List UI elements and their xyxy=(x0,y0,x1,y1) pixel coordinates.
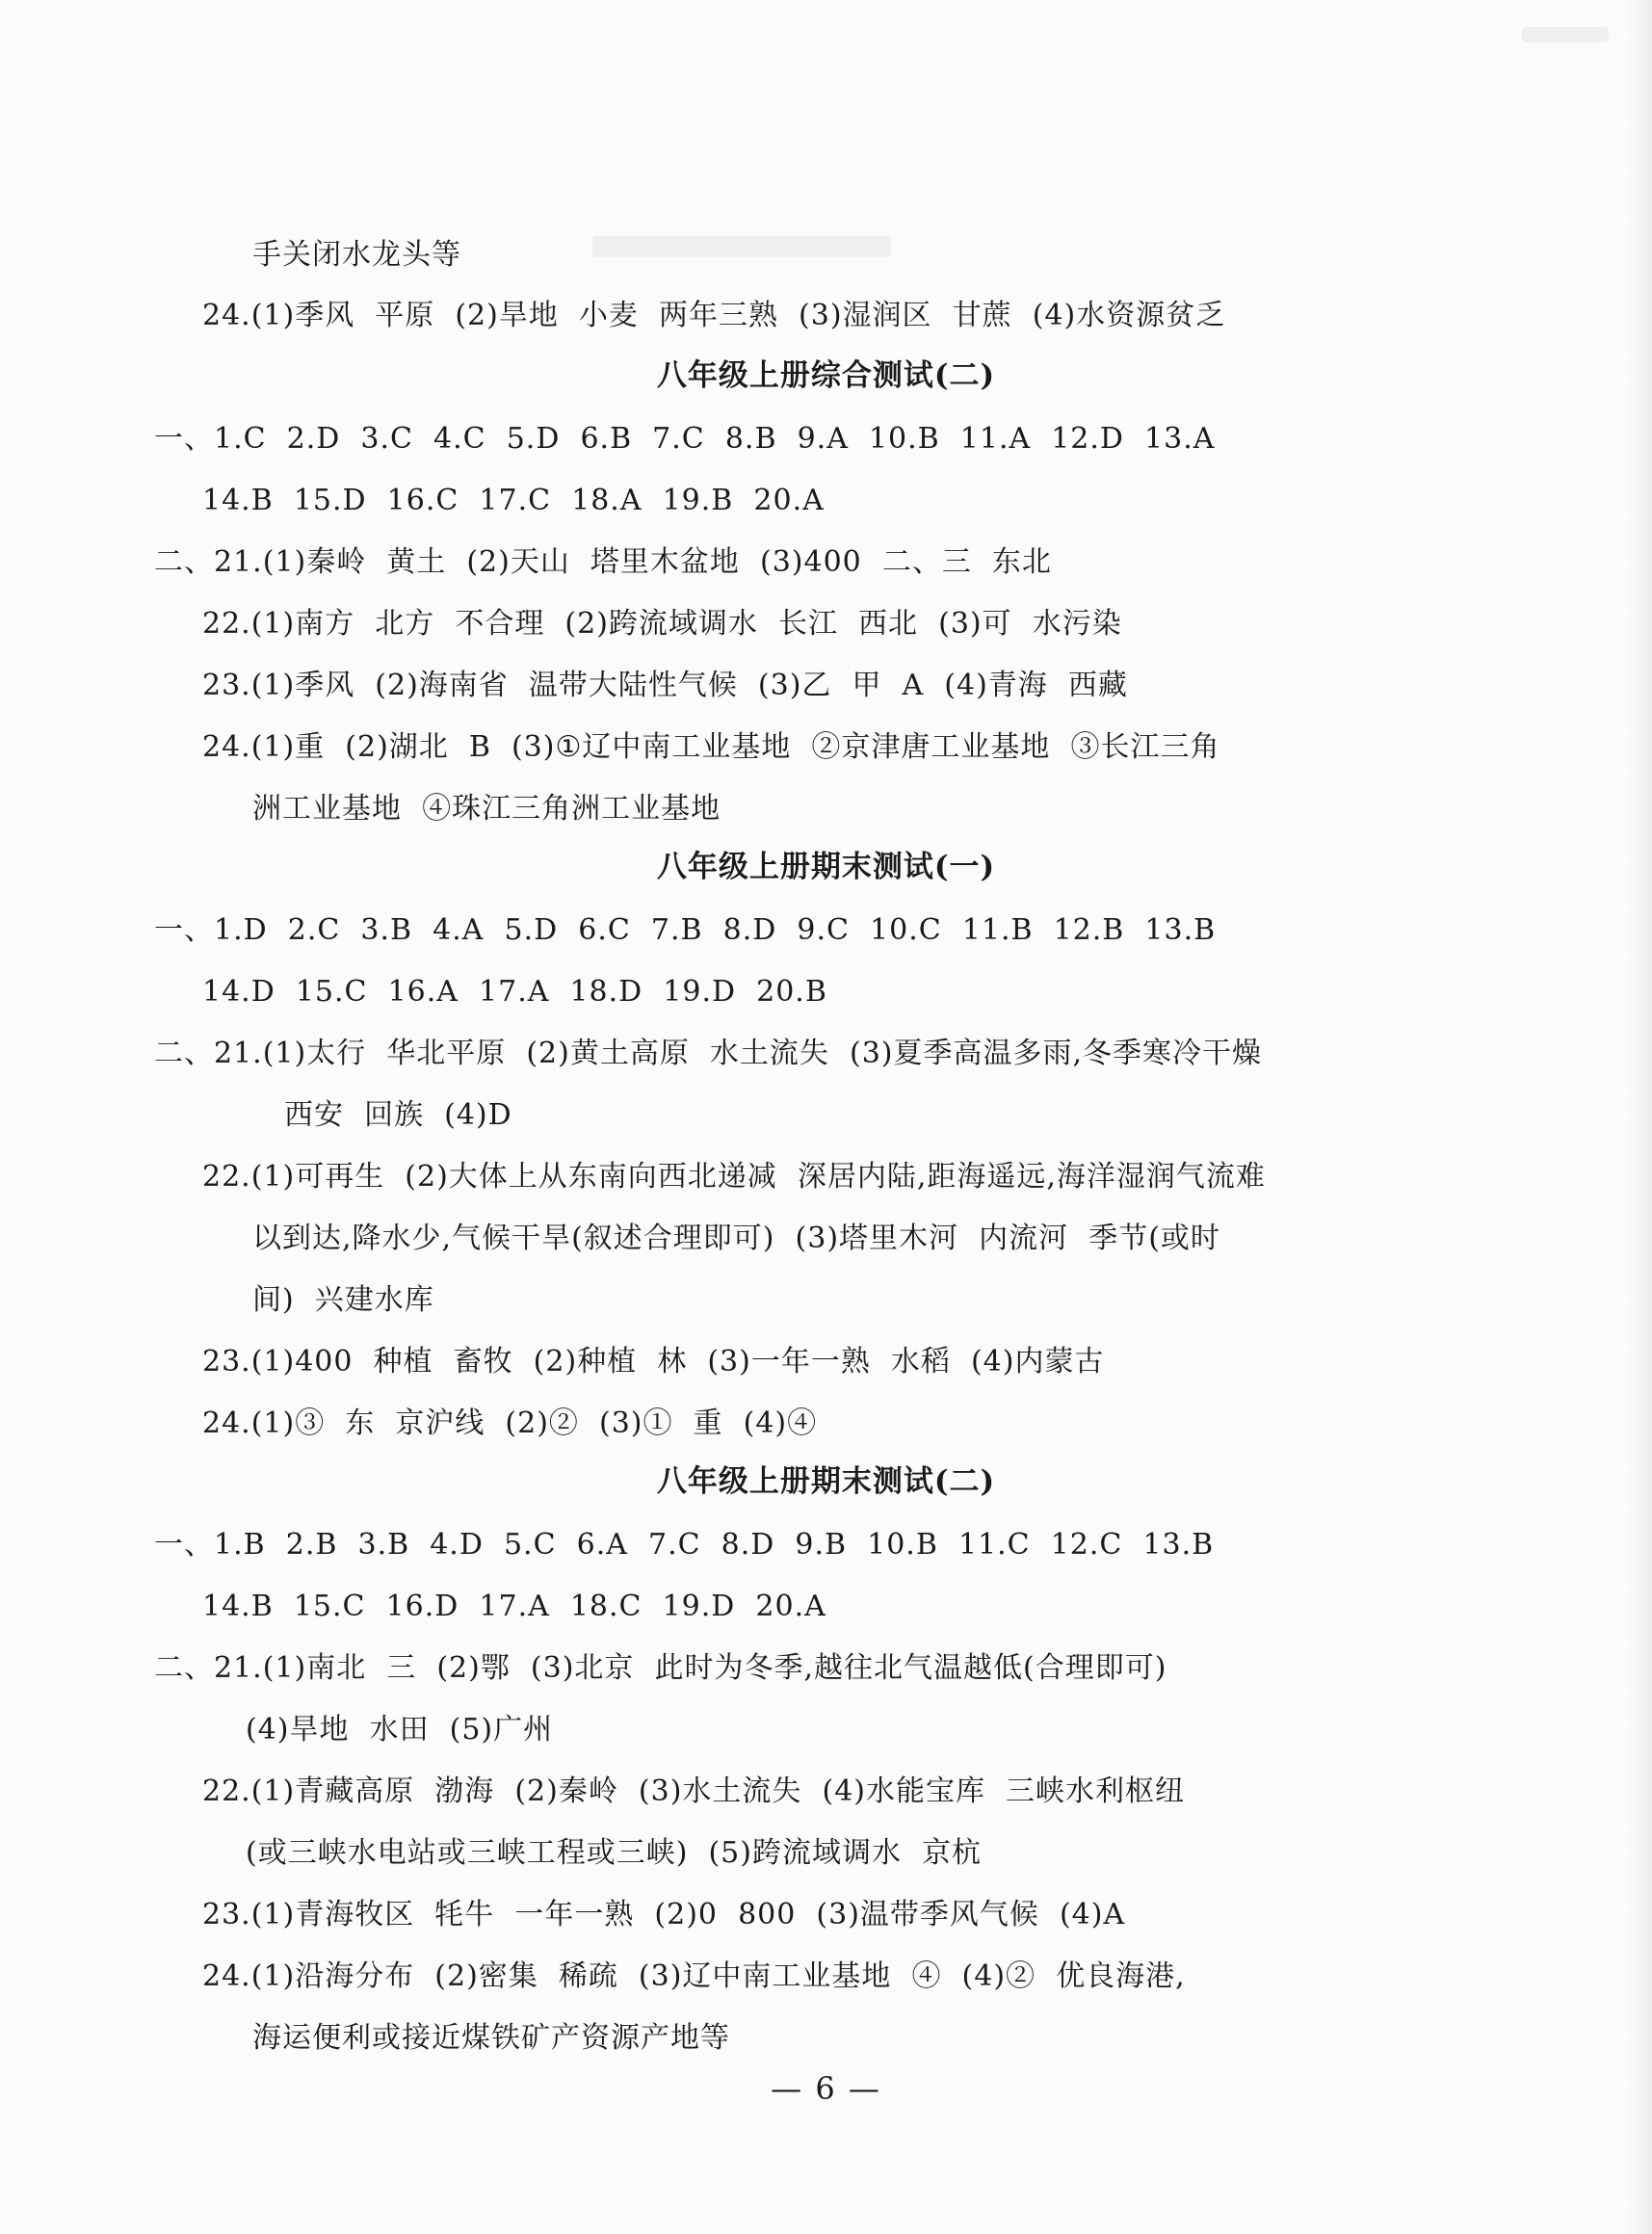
text-line: 14.B 15.C 16.D 17.A 18.C 19.D 20.A xyxy=(202,1590,826,1623)
text-line: 间) 兴建水库 xyxy=(252,1283,434,1317)
text-line: 二、21.(1)南北 三 (2)鄂 (3)北京 此时为冬季,越往北气温越低(合理即可) xyxy=(154,1651,1167,1685)
section-heading: 八年级上册期末测试(二) xyxy=(656,1464,996,1499)
text-line: 二、21.(1)太行 华北平原 (2)黄土高原 水土流失 (3)夏季高温多雨,冬季寒冷干燥 xyxy=(154,1037,1263,1070)
text-line: (4)旱地 水田 (5)广州 xyxy=(246,1713,554,1747)
text-line: 24.(1)季风 平原 (2)旱地 小麦 两年三熟 (3)湿润区 甘蔗 (4)水资源贫乏 xyxy=(202,299,1226,332)
text-line: 14.D 15.C 16.A 17.A 18.D 19.D 20.B xyxy=(202,975,827,1009)
text-line: 二、21.(1)秦岭 黄土 (2)天山 塔里木盆地 (3)400 二、三 东北 xyxy=(154,545,1052,579)
text-line: 22.(1)南方 北方 不合理 (2)跨流域调水 长江 西北 (3)可 水污染 xyxy=(202,607,1122,641)
section-heading: 八年级上册期末测试(一) xyxy=(656,850,996,884)
text-line: 22.(1)可再生 (2)大体上从东南向西北递减 深居内陆,距海遥远,海洋湿润气流难 xyxy=(202,1160,1266,1194)
text-line: 14.B 15.D 16.C 17.C 18.A 19.B 20.A xyxy=(202,484,825,517)
text-line: 23.(1)青海牧区 牦牛 一年一熟 (2)0 800 (3)温带季风气候 (4)A xyxy=(202,1898,1126,1932)
section-heading: 八年级上册综合测试(二) xyxy=(656,358,996,393)
text-line: (或三峡水电站或三峡工程或三峡) (5)跨流域调水 京杭 xyxy=(246,1836,983,1870)
page-edge-shadow xyxy=(1627,0,1652,2234)
text-line: 手关闭水龙头等 xyxy=(252,238,461,272)
scan-smudge xyxy=(1522,27,1609,42)
scan-smudge xyxy=(592,236,891,257)
text-line: 一、1.C 2.D 3.C 4.C 5.D 6.B 7.C 8.B 9.A 10.B 11.A 12.D 13.A xyxy=(154,422,1216,456)
text-line: 23.(1)400 种植 畜牧 (2)种植 林 (3)一年一熟 水稻 (4)内蒙古 xyxy=(202,1345,1105,1379)
text-line: 一、1.B 2.B 3.B 4.D 5.C 6.A 7.C 8.D 9.B 10.B 11.C 12.C 13.B xyxy=(154,1528,1215,1562)
text-line: 洲工业基地 ④珠江三角洲工业基地 xyxy=(252,792,721,826)
text-line: 24.(1)重 (2)湖北 B (3)①辽中南工业基地 ②京津唐工业基地 ③长江三角 xyxy=(202,730,1220,764)
text-line: 24.(1)③ 东 京沪线 (2)② (3)① 重 (4)④ xyxy=(202,1406,818,1440)
text-line: 海运便利或接近煤铁矿产资源产地等 xyxy=(252,2021,730,2055)
text-line: 23.(1)季风 (2)海南省 温带大陆性气候 (3)乙 甲 A (4)青海 西藏 xyxy=(202,669,1128,702)
text-line: 西安 回族 (4)D xyxy=(284,1098,512,1132)
text-line: 以到达,降水少,气候干旱(叙述合理即可) (3)塔里木河 内流河 季节(或时 xyxy=(252,1222,1220,1255)
text-line: 24.(1)沿海分布 (2)密集 稀疏 (3)辽中南工业基地 ④ (4)② 优良海港, xyxy=(202,1959,1186,1993)
page-number: — 6 — xyxy=(771,2070,881,2107)
text-line: 一、1.D 2.C 3.B 4.A 5.D 6.C 7.B 8.D 9.C 10.C 11.B 12.B 13.B xyxy=(154,913,1217,947)
text-line: 22.(1)青藏高原 渤海 (2)秦岭 (3)水土流失 (4)水能宝库 三峡水利枢纽 xyxy=(202,1774,1186,1808)
